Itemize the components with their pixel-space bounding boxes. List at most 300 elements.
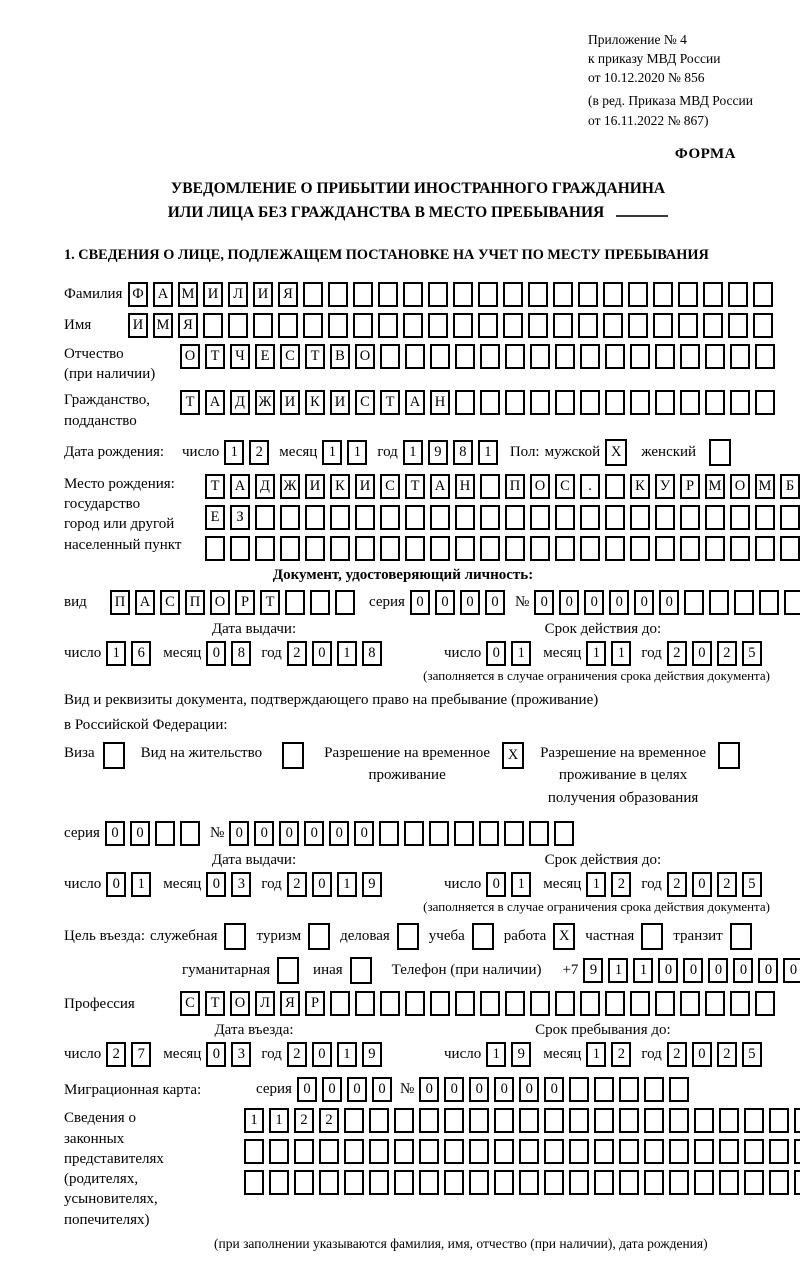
char-cell[interactable]: Е [255,344,275,369]
char-cell[interactable]: 2 [717,641,737,666]
char-cell[interactable] [705,344,725,369]
char-cell[interactable]: З [230,505,250,530]
char-cell[interactable]: 0 [609,590,629,615]
char-cell[interactable]: 2 [287,872,307,897]
char-cell[interactable]: 0 [486,872,506,897]
char-cell[interactable]: 0 [372,1077,392,1102]
char-cell[interactable] [255,536,275,561]
char-cell[interactable]: И [253,282,273,307]
char-cell[interactable] [455,991,475,1016]
char-cell[interactable] [472,923,494,950]
char-cell[interactable] [730,991,750,1016]
char-cell[interactable] [303,282,323,307]
char-cell[interactable] [755,390,775,415]
char-cell[interactable]: П [505,474,525,499]
char-cell[interactable] [644,1108,664,1133]
char-cell[interactable]: 0 [130,821,150,846]
char-cell[interactable]: 0 [634,590,654,615]
char-cell[interactable]: 2 [717,1042,737,1067]
char-cell[interactable]: 2 [667,641,687,666]
char-cell[interactable] [709,590,729,615]
char-cell[interactable] [430,991,450,1016]
char-cell[interactable]: П [110,590,130,615]
char-cell[interactable]: 0 [347,1077,367,1102]
char-cell[interactable]: О [730,474,750,499]
char-cell[interactable]: 3 [231,872,251,897]
char-cell[interactable] [455,536,475,561]
char-cell[interactable] [328,282,348,307]
char-cell[interactable] [630,991,650,1016]
char-cell[interactable]: Л [228,282,248,307]
char-cell[interactable]: 0 [206,1042,226,1067]
char-cell[interactable] [405,344,425,369]
char-cell[interactable] [605,536,625,561]
char-cell[interactable] [555,505,575,530]
char-cell[interactable]: 0 [297,1077,317,1102]
char-cell[interactable]: 0 [312,872,332,897]
char-cell[interactable] [328,313,348,338]
char-cell[interactable] [554,821,574,846]
char-cell[interactable]: 0 [519,1077,539,1102]
char-cell[interactable] [280,505,300,530]
char-cell[interactable]: . [580,474,600,499]
char-cell[interactable] [619,1077,639,1102]
char-cell[interactable] [605,344,625,369]
char-cell[interactable] [505,344,525,369]
char-cell[interactable]: А [135,590,155,615]
char-cell[interactable]: 1 [403,440,423,465]
char-cell[interactable] [655,344,675,369]
char-cell[interactable] [269,1139,289,1164]
char-cell[interactable]: 2 [294,1108,314,1133]
char-cell[interactable] [253,313,273,338]
char-cell[interactable] [544,1139,564,1164]
char-cell[interactable] [669,1108,689,1133]
char-cell[interactable]: О [355,344,375,369]
char-cell[interactable]: 0 [279,821,299,846]
char-cell[interactable]: М [705,474,725,499]
char-cell[interactable] [330,536,350,561]
char-cell[interactable] [769,1139,789,1164]
char-cell[interactable] [244,1170,264,1195]
char-cell[interactable] [505,991,525,1016]
char-cell[interactable]: Т [205,474,225,499]
char-cell[interactable] [703,282,723,307]
char-cell[interactable] [228,313,248,338]
char-cell[interactable]: 0 [485,590,505,615]
char-cell[interactable]: О [530,474,550,499]
char-cell[interactable] [705,991,725,1016]
char-cell[interactable] [280,536,300,561]
char-cell[interactable]: 5 [742,641,762,666]
char-cell[interactable]: 3 [231,1042,251,1067]
char-cell[interactable]: 1 [486,1042,506,1067]
char-cell[interactable] [628,313,648,338]
char-cell[interactable] [530,344,550,369]
char-cell[interactable] [755,344,775,369]
char-cell[interactable] [530,390,550,415]
char-cell[interactable] [734,590,754,615]
char-cell[interactable] [569,1108,589,1133]
char-cell[interactable]: 0 [534,590,554,615]
char-cell[interactable] [380,991,400,1016]
char-cell[interactable]: 2 [319,1108,339,1133]
char-cell[interactable]: 0 [486,641,506,666]
char-cell[interactable] [630,505,650,530]
char-cell[interactable]: Т [405,474,425,499]
char-cell[interactable] [244,1139,264,1164]
char-cell[interactable]: Ф [128,282,148,307]
char-cell[interactable]: 1 [611,641,631,666]
char-cell[interactable]: 0 [692,872,712,897]
char-cell[interactable]: 0 [758,958,778,983]
char-cell[interactable]: 1 [244,1108,264,1133]
char-cell[interactable] [794,1108,800,1133]
char-cell[interactable]: 0 [419,1077,439,1102]
char-cell[interactable] [730,390,750,415]
char-cell[interactable] [555,344,575,369]
char-cell[interactable] [744,1139,764,1164]
char-cell[interactable] [269,1170,289,1195]
char-cell[interactable] [653,313,673,338]
char-cell[interactable] [444,1139,464,1164]
char-cell[interactable] [580,536,600,561]
char-cell[interactable]: К [630,474,650,499]
char-cell[interactable]: 1 [106,641,126,666]
char-cell[interactable]: Н [455,474,475,499]
char-cell[interactable]: 2 [287,641,307,666]
char-cell[interactable] [355,536,375,561]
char-cell[interactable]: К [330,474,350,499]
char-cell[interactable] [479,821,499,846]
char-cell[interactable] [428,282,448,307]
char-cell[interactable]: О [180,344,200,369]
char-cell[interactable]: X [553,923,575,950]
char-cell[interactable] [469,1108,489,1133]
char-cell[interactable] [630,536,650,561]
char-cell[interactable]: М [153,313,173,338]
char-cell[interactable]: 1 [337,641,357,666]
char-cell[interactable]: Я [278,282,298,307]
char-cell[interactable] [353,313,373,338]
char-cell[interactable] [430,505,450,530]
char-cell[interactable]: И [280,390,300,415]
char-cell[interactable] [519,1108,539,1133]
char-cell[interactable]: Д [255,474,275,499]
char-cell[interactable] [404,821,424,846]
char-cell[interactable] [294,1170,314,1195]
char-cell[interactable]: 1 [608,958,628,983]
char-cell[interactable]: 0 [460,590,480,615]
char-cell[interactable] [155,821,175,846]
char-cell[interactable]: Н [430,390,450,415]
char-cell[interactable] [730,923,752,950]
char-cell[interactable] [694,1108,714,1133]
char-cell[interactable] [205,536,225,561]
char-cell[interactable] [694,1170,714,1195]
char-cell[interactable]: А [430,474,450,499]
char-cell[interactable] [769,1170,789,1195]
char-cell[interactable] [369,1139,389,1164]
char-cell[interactable] [630,390,650,415]
char-cell[interactable]: 9 [583,958,603,983]
char-cell[interactable] [719,1170,739,1195]
char-cell[interactable]: 0 [494,1077,514,1102]
char-cell[interactable] [453,282,473,307]
char-cell[interactable] [353,282,373,307]
char-cell[interactable] [529,821,549,846]
char-cell[interactable]: И [203,282,223,307]
char-cell[interactable] [544,1108,564,1133]
char-cell[interactable] [619,1108,639,1133]
char-cell[interactable]: 0 [692,1042,712,1067]
char-cell[interactable] [397,923,419,950]
char-cell[interactable] [519,1139,539,1164]
char-cell[interactable] [355,991,375,1016]
char-cell[interactable]: 0 [105,821,125,846]
char-cell[interactable]: 5 [742,1042,762,1067]
char-cell[interactable]: 0 [659,590,679,615]
char-cell[interactable]: 1 [511,641,531,666]
char-cell[interactable] [453,313,473,338]
char-cell[interactable] [203,313,223,338]
char-cell[interactable]: И [330,390,350,415]
char-cell[interactable] [619,1139,639,1164]
char-cell[interactable] [655,991,675,1016]
char-cell[interactable] [655,505,675,530]
char-cell[interactable] [753,282,773,307]
char-cell[interactable] [705,390,725,415]
char-cell[interactable]: Т [205,991,225,1016]
char-cell[interactable]: 1 [586,641,606,666]
char-cell[interactable] [580,344,600,369]
char-cell[interactable]: 1 [224,440,244,465]
char-cell[interactable] [580,505,600,530]
char-cell[interactable]: 0 [304,821,324,846]
char-cell[interactable]: 0 [435,590,455,615]
char-cell[interactable] [454,821,474,846]
char-cell[interactable] [678,282,698,307]
char-cell[interactable] [480,390,500,415]
char-cell[interactable]: Р [680,474,700,499]
char-cell[interactable] [680,390,700,415]
char-cell[interactable]: 2 [667,1042,687,1067]
char-cell[interactable]: 0 [229,821,249,846]
char-cell[interactable]: 2 [717,872,737,897]
char-cell[interactable]: Ч [230,344,250,369]
char-cell[interactable]: А [205,390,225,415]
char-cell[interactable]: 1 [322,440,342,465]
char-cell[interactable] [344,1170,364,1195]
char-cell[interactable]: 1 [586,1042,606,1067]
char-cell[interactable] [277,957,299,984]
char-cell[interactable]: 0 [106,872,126,897]
char-cell[interactable] [394,1139,414,1164]
char-cell[interactable]: Я [178,313,198,338]
char-cell[interactable] [694,1139,714,1164]
char-cell[interactable] [780,505,800,530]
char-cell[interactable] [594,1108,614,1133]
char-cell[interactable] [419,1108,439,1133]
char-cell[interactable] [580,991,600,1016]
char-cell[interactable] [380,505,400,530]
char-cell[interactable] [680,344,700,369]
char-cell[interactable] [744,1108,764,1133]
char-cell[interactable] [705,505,725,530]
char-cell[interactable] [594,1170,614,1195]
char-cell[interactable] [505,390,525,415]
char-cell[interactable]: Р [235,590,255,615]
char-cell[interactable] [305,505,325,530]
char-cell[interactable] [378,282,398,307]
char-cell[interactable]: Л [255,991,275,1016]
char-cell[interactable] [728,282,748,307]
char-cell[interactable]: 1 [511,872,531,897]
char-cell[interactable] [669,1139,689,1164]
char-cell[interactable] [428,313,448,338]
char-cell[interactable] [669,1170,689,1195]
char-cell[interactable] [505,505,525,530]
char-cell[interactable] [684,590,704,615]
char-cell[interactable] [530,536,550,561]
char-cell[interactable] [555,390,575,415]
char-cell[interactable]: 0 [469,1077,489,1102]
char-cell[interactable] [530,991,550,1016]
char-cell[interactable]: 1 [337,1042,357,1067]
char-cell[interactable]: 0 [733,958,753,983]
char-cell[interactable] [430,536,450,561]
char-cell[interactable]: 1 [131,872,151,897]
char-cell[interactable]: А [230,474,250,499]
char-cell[interactable]: Я [280,991,300,1016]
char-cell[interactable] [379,821,399,846]
char-cell[interactable]: 2 [611,1042,631,1067]
char-cell[interactable]: Т [305,344,325,369]
char-cell[interactable] [330,505,350,530]
char-cell[interactable]: И [355,474,375,499]
char-cell[interactable]: 0 [206,872,226,897]
char-cell[interactable] [594,1139,614,1164]
char-cell[interactable]: И [128,313,148,338]
char-cell[interactable]: 0 [354,821,374,846]
char-cell[interactable]: 1 [633,958,653,983]
char-cell[interactable] [655,390,675,415]
char-cell[interactable] [794,1139,800,1164]
char-cell[interactable]: 0 [708,958,728,983]
char-cell[interactable] [784,590,800,615]
char-cell[interactable]: 0 [410,590,430,615]
char-cell[interactable] [403,313,423,338]
char-cell[interactable]: 0 [329,821,349,846]
char-cell[interactable] [394,1170,414,1195]
char-cell[interactable] [378,313,398,338]
char-cell[interactable]: 0 [544,1077,564,1102]
char-cell[interactable] [310,590,330,615]
char-cell[interactable] [455,390,475,415]
char-cell[interactable] [630,344,650,369]
char-cell[interactable] [478,282,498,307]
char-cell[interactable] [603,282,623,307]
char-cell[interactable] [419,1170,439,1195]
char-cell[interactable]: М [178,282,198,307]
char-cell[interactable] [494,1170,514,1195]
char-cell[interactable] [605,505,625,530]
char-cell[interactable] [419,1139,439,1164]
char-cell[interactable] [653,282,673,307]
char-cell[interactable]: Т [180,390,200,415]
char-cell[interactable] [369,1170,389,1195]
char-cell[interactable] [444,1170,464,1195]
char-cell[interactable]: Р [305,991,325,1016]
char-cell[interactable]: 0 [658,958,678,983]
char-cell[interactable]: 5 [742,872,762,897]
char-cell[interactable] [430,344,450,369]
char-cell[interactable] [444,1108,464,1133]
char-cell[interactable]: 1 [586,872,606,897]
char-cell[interactable]: 0 [206,641,226,666]
char-cell[interactable] [469,1139,489,1164]
char-cell[interactable]: 2 [249,440,269,465]
char-cell[interactable] [503,282,523,307]
char-cell[interactable] [335,590,355,615]
char-cell[interactable] [769,1108,789,1133]
char-cell[interactable]: Б [780,474,800,499]
char-cell[interactable] [641,923,663,950]
char-cell[interactable]: 6 [131,641,151,666]
char-cell[interactable] [755,505,775,530]
char-cell[interactable]: 0 [312,1042,332,1067]
char-cell[interactable] [480,536,500,561]
char-cell[interactable] [480,991,500,1016]
char-cell[interactable] [480,344,500,369]
char-cell[interactable]: С [555,474,575,499]
char-cell[interactable] [755,991,775,1016]
char-cell[interactable] [530,505,550,530]
char-cell[interactable]: П [185,590,205,615]
char-cell[interactable]: 0 [584,590,604,615]
char-cell[interactable] [369,1108,389,1133]
char-cell[interactable] [180,821,200,846]
char-cell[interactable]: 8 [231,641,251,666]
char-cell[interactable] [224,923,246,950]
char-cell[interactable] [528,313,548,338]
char-cell[interactable]: 1 [269,1108,289,1133]
char-cell[interactable] [680,536,700,561]
char-cell[interactable] [405,505,425,530]
char-cell[interactable] [230,536,250,561]
char-cell[interactable] [544,1170,564,1195]
char-cell[interactable] [728,313,748,338]
char-cell[interactable]: М [755,474,775,499]
char-cell[interactable] [605,474,625,499]
char-cell[interactable] [555,991,575,1016]
char-cell[interactable]: О [210,590,230,615]
char-cell[interactable] [605,991,625,1016]
char-cell[interactable] [308,923,330,950]
char-cell[interactable]: С [380,474,400,499]
char-cell[interactable]: Т [380,390,400,415]
char-cell[interactable]: С [160,590,180,615]
char-cell[interactable] [718,742,740,769]
char-cell[interactable] [405,536,425,561]
char-cell[interactable]: 2 [667,872,687,897]
char-cell[interactable] [680,991,700,1016]
char-cell[interactable] [455,505,475,530]
char-cell[interactable] [655,536,675,561]
char-cell[interactable] [350,957,372,984]
char-cell[interactable] [753,313,773,338]
char-cell[interactable]: 9 [428,440,448,465]
